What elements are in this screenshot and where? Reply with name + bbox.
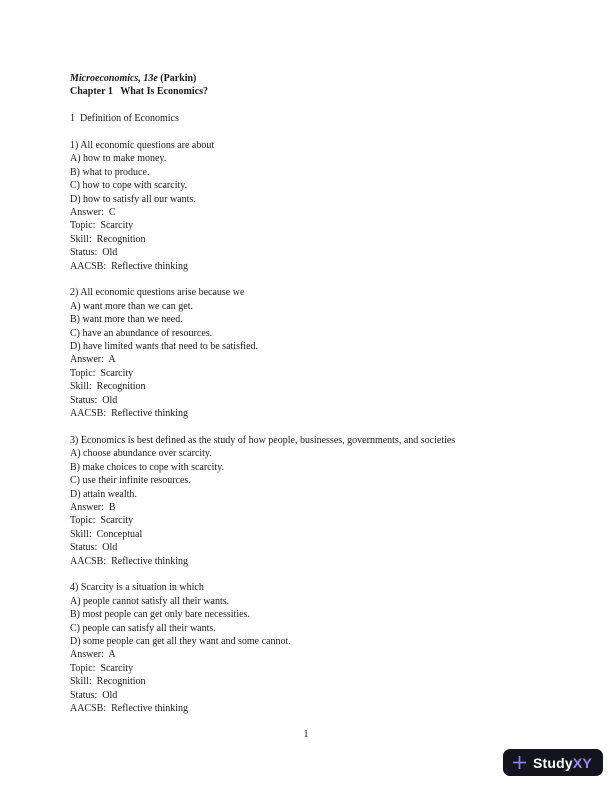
choice-d: D) attain wealth. <box>70 488 137 500</box>
topic-line: Topic: Scarcity <box>70 515 134 527</box>
choice-d: D) have limited wants that need to be satisfied. <box>70 341 259 353</box>
choice-a: A) people cannot satisfy all their wants. <box>70 595 230 607</box>
choice-c: C) have an abundance of resources. <box>70 327 213 339</box>
choice-b: B) what to produce. <box>70 166 150 178</box>
brand-study: Study <box>533 754 573 771</box>
question-stem: 2) All economic questions arise because we <box>70 287 245 299</box>
book-title: Microeconomics, 13e <box>70 73 158 84</box>
aacsb-line: AACSB: Reflective thinking <box>70 260 189 272</box>
choice-a: A) how to make money. <box>70 153 167 165</box>
question-stem: 4) Scarcity is a situation in which <box>70 582 204 594</box>
topic-line: Topic: Scarcity <box>70 220 134 232</box>
choice-c: C) how to cope with scarcity. <box>70 180 188 192</box>
choice-a: A) want more than we can get. <box>70 300 194 312</box>
chapter-heading: Chapter 1 What Is Economics? <box>70 86 208 98</box>
plus-icon <box>512 755 527 770</box>
brand-xy: XY <box>572 754 592 771</box>
status-line: Status: Old <box>70 542 118 554</box>
question-block <box>70 286 552 420</box>
choice-b: B) most people can get only bare necessities. <box>70 609 250 621</box>
topic-line: Topic: Scarcity <box>70 662 134 674</box>
aacsb-line: AACSB: Reflective thinking <box>70 408 189 420</box>
answer-line: Answer: A <box>70 649 116 661</box>
choice-c: C) use their infinite resources. <box>70 475 191 487</box>
question-stem: 1) All economic questions are about <box>70 140 215 151</box>
question-stem: 3) Economics is best defined as the study of how people, businesses, governments, and societies <box>70 434 456 446</box>
answer-line: Answer: A <box>70 354 116 366</box>
answer-line: Answer: B <box>70 501 116 513</box>
document-header <box>70 72 552 99</box>
choice-d: D) how to satisfy all our wants. <box>70 193 196 205</box>
section-heading: 1 Definition of Economics <box>70 113 179 125</box>
document-page <box>70 72 552 729</box>
book-title-line <box>70 72 552 85</box>
topic-line: Topic: Scarcity <box>70 367 134 379</box>
brand-text <box>533 756 592 770</box>
question-block <box>70 434 552 568</box>
status-line: Status: Old <box>70 394 118 406</box>
status-line: Status: Old <box>70 689 118 701</box>
question-block <box>70 139 552 273</box>
page-number: 1 <box>303 729 309 740</box>
book-author: (Parkin) <box>157 73 197 84</box>
status-line: Status: Old <box>70 247 118 259</box>
choice-b: B) make choices to cope with scarcity. <box>70 461 225 473</box>
question-block <box>70 581 552 715</box>
choice-a: A) choose abundance over scarcity. <box>70 448 212 460</box>
choice-c: C) people can satisfy all their wants. <box>70 622 216 634</box>
aacsb-line: AACSB: Reflective thinking <box>70 703 189 715</box>
skill-line: Skill: Recognition <box>70 233 146 245</box>
choice-b: B) want more than we need. <box>70 314 183 326</box>
aacsb-line: AACSB: Reflective thinking <box>70 555 189 567</box>
answer-line: Answer: C <box>70 207 116 219</box>
skill-line: Skill: Recognition <box>70 676 146 688</box>
choice-d: D) some people can get all they want and some cannot. <box>70 635 291 647</box>
skill-line: Skill: Conceptual <box>70 528 143 540</box>
studyxy-watermark-badge <box>503 749 603 776</box>
skill-line: Skill: Recognition <box>70 381 146 393</box>
